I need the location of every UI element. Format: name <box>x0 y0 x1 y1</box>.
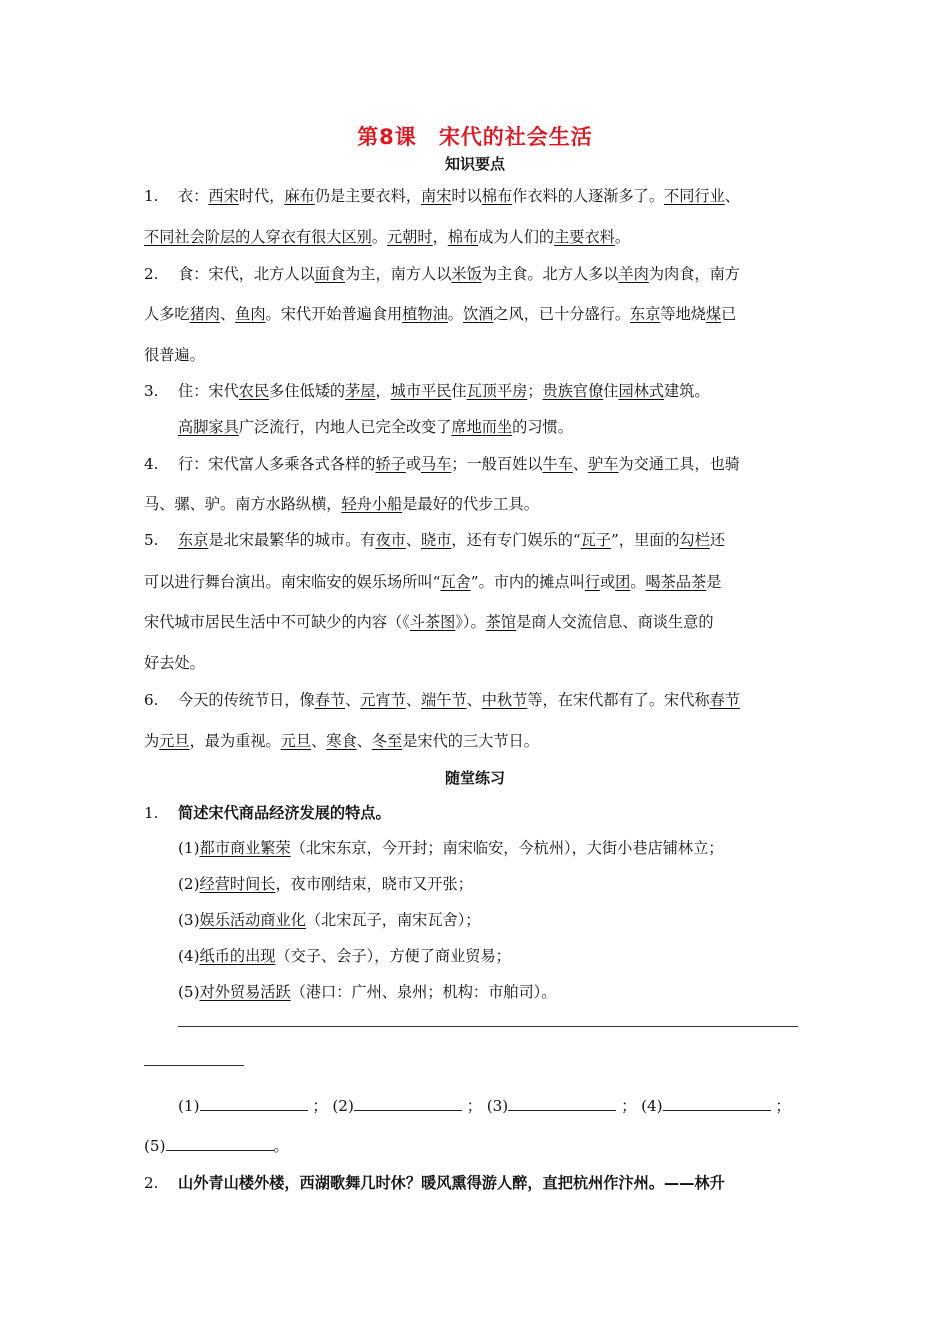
underlined-term: 春节 <box>314 691 346 709</box>
underlined-term: 驴车 <box>588 455 619 473</box>
underlined-term: 端午节 <box>421 691 467 709</box>
underlined-term: 瓦顶平房 <box>466 382 528 400</box>
underlined-term: 行 <box>584 573 600 591</box>
underlined-term: 团 <box>615 573 631 591</box>
text-segment: 、 <box>724 187 740 205</box>
underlined-term: 西宋 <box>208 187 239 205</box>
text-segment: ，最为重视。 <box>189 732 281 750</box>
text-segment: 今天的传统节日，像 <box>178 691 315 709</box>
underlined-term: 植物油 <box>402 305 448 323</box>
underlined-term: 贵族官僚 <box>542 382 604 400</box>
text-segment: ， <box>432 228 448 246</box>
text-segment: (3) <box>178 911 200 929</box>
text-segment: 作衣料的人逐渐多了。 <box>512 187 664 205</box>
text-segment: 、 <box>356 732 372 750</box>
text-segment: ”。市内的摊点叫 <box>470 573 585 591</box>
underlined-term: 煤 <box>705 305 722 323</box>
text-segment: 之风，已十分盛行。 <box>493 305 630 323</box>
text-segment: 的习惯。 <box>512 418 573 436</box>
text-segment: ”，里面的 <box>611 531 680 549</box>
text-segment: 多住低矮的 <box>269 382 346 400</box>
text-segment: 成为人们的 <box>478 228 555 246</box>
underlined-term: 元朝时 <box>387 228 433 246</box>
text-segment: 仍是主要衣料， <box>314 187 421 205</box>
underlined-term: 麻布 <box>284 187 315 205</box>
text-segment: 、 <box>572 455 589 473</box>
underlined-term: 春节 <box>709 691 740 709</box>
text-segment: 食：宋代，北方人以 <box>178 265 315 283</box>
underlined-term: 寒食 <box>326 732 357 750</box>
text-segment: 可以进行舞台演出。南宋临安的娱乐场所叫“ <box>144 573 441 591</box>
blank-1[interactable] <box>200 1096 308 1111</box>
underlined-term: 主要衣料 <box>554 228 615 246</box>
underlined-term: 夜市 <box>375 531 406 549</box>
underlined-term: 农民 <box>238 382 270 400</box>
text-segment: 是最好的代步工具。 <box>402 495 539 513</box>
text-segment: 住 <box>451 382 467 400</box>
underlined-term: 饮酒 <box>462 305 494 323</box>
text-segment: 还 <box>709 531 726 549</box>
section-heading-knowledge: 知识要点 <box>444 155 505 173</box>
underlined-term: 都市商业繁荣 <box>199 839 291 857</box>
underlined-term: 轻舟小船 <box>341 495 403 513</box>
text-segment: 时代， <box>238 187 285 205</box>
underlined-term: 元宵节 <box>360 691 406 709</box>
text-segment: （港口：广州、泉州；机构：市舶司）。 <box>290 983 557 1001</box>
underlined-term: 瓦子 <box>580 531 612 549</box>
text-segment: 等，在宋代都有了。宋代称 <box>527 691 710 709</box>
text-segment: 、 <box>466 691 482 709</box>
underlined-term: 纸币的出现 <box>199 947 276 965</box>
text-segment: （交子、会子），方便了商业贸易； <box>275 947 511 965</box>
text-segment: 住 <box>603 382 619 400</box>
section-heading-practice: 随堂练习 <box>444 769 505 787</box>
underlined-term: 对外贸易活跃 <box>199 983 291 1001</box>
text-segment: 、 <box>405 691 421 709</box>
underlined-term: 勾栏 <box>679 531 710 549</box>
underlined-term: 元旦 <box>159 732 190 750</box>
text-segment: 等地烧 <box>660 305 706 323</box>
blank-3[interactable] <box>508 1096 616 1111</box>
underlined-term: 棉布 <box>447 228 479 246</box>
underlined-term: 娱乐活动商业化 <box>199 911 306 929</box>
underlined-term: 棉布 <box>481 187 513 205</box>
divider-line-short <box>144 1065 244 1066</box>
underlined-term: 东京 <box>178 531 209 549</box>
text-segment: 广泛流行，内地人已完全改变了 <box>238 418 452 436</box>
underlined-term: 羊肉 <box>618 265 649 283</box>
underlined-term: 瓦舍 <box>440 573 471 591</box>
underlined-term: 晓市 <box>421 531 452 549</box>
text-segment: 、 <box>311 732 327 750</box>
text-segment: 为 <box>144 732 160 750</box>
text-segment: 为主食。北方人多以 <box>481 265 619 283</box>
text-segment: (1) <box>178 839 200 857</box>
text-segment: 宋代城市居民生活中不可缺少的内容（《 <box>144 613 410 631</box>
text-segment: 行：宋代富人多乘各式各样的 <box>178 455 376 473</box>
text-segment: 》）。 <box>455 613 486 631</box>
underlined-term: 米饭 <box>451 265 482 283</box>
text-segment: 为肉食，南方 <box>648 265 740 283</box>
text-segment: ，夜市刚结束，晓市又开张； <box>275 875 473 893</box>
text-segment: 衣： <box>178 187 209 205</box>
underlined-term: 元旦 <box>280 732 312 750</box>
text-segment: 。 <box>630 573 646 591</box>
underlined-term: 斗茶图 <box>409 613 456 631</box>
underlined-term: 茶馆 <box>485 613 517 631</box>
text-segment: ；一般百姓以 <box>451 455 543 473</box>
text-segment: 好去处。 <box>144 654 205 672</box>
underlined-term: 冬至 <box>371 732 403 750</box>
text-segment: 已 <box>721 305 737 323</box>
underlined-term: 园林式 <box>618 382 664 400</box>
underlined-term: 面食 <box>314 265 346 283</box>
blank-2[interactable] <box>354 1096 462 1111</box>
underlined-term: 轿子 <box>375 455 406 473</box>
underlined-term: 鱼肉 <box>235 305 266 323</box>
underlined-term: 席地而坐 <box>451 418 513 436</box>
underlined-term: 不同行业 <box>664 187 725 205</box>
underlined-term: 经营时间长 <box>199 875 276 893</box>
underlined-term: 马车 <box>421 455 452 473</box>
text-segment: 或 <box>599 573 616 591</box>
text-segment: ，还有专门娱乐的“ <box>451 531 581 549</box>
blank-5[interactable] <box>166 1136 274 1151</box>
underlined-term: 东京 <box>630 305 661 323</box>
text-segment: 。 <box>614 228 630 246</box>
text-segment: 马、骡、驴。南方水路纵横， <box>144 495 342 513</box>
underlined-term: 南宋 <box>421 187 452 205</box>
text-segment: 是商人交流信息、商谈生意的 <box>516 613 714 631</box>
underlined-term: 猪肉 <box>189 305 220 323</box>
text-segment: ， <box>375 382 391 400</box>
blank-4[interactable] <box>663 1096 771 1111</box>
text-segment: （北宋东京，今开封；南宋临安，今杭州），大街小巷店铺林立； <box>290 839 724 857</box>
text-segment: 。 <box>371 228 387 246</box>
underlined-term: 不同社会阶层的人穿衣有很大区别 <box>144 228 372 246</box>
text-segment: 、 <box>219 305 236 323</box>
text-segment: 、 <box>345 691 361 709</box>
text-segment: 是北宋最繁华的城市。有 <box>208 531 376 549</box>
text-segment: (4) <box>178 947 200 965</box>
underlined-term: 牛车 <box>542 455 573 473</box>
text-segment: (5) <box>178 983 200 1001</box>
text-segment: 是宋代的三大节日。 <box>402 732 539 750</box>
text-segment: 或 <box>405 455 421 473</box>
text-segment: 建筑。 <box>664 382 710 400</box>
underlined-term: 茅屋 <box>345 382 376 400</box>
text-segment: 。宋代开始普遍食用 <box>265 305 403 323</box>
text-segment: ； <box>527 382 543 400</box>
underlined-term: 城市平民 <box>390 382 452 400</box>
text-segment: 时以 <box>451 187 482 205</box>
text-segment: 、 <box>405 531 421 549</box>
text-segment: 是 <box>706 573 722 591</box>
page-title: 第8课 宋代的社会生活 <box>357 125 593 149</box>
text-segment: 。 <box>447 305 463 323</box>
divider-line <box>178 1026 798 1027</box>
text-segment: (2) <box>178 875 200 893</box>
underlined-term: 中秋节 <box>481 691 528 709</box>
text-segment: 很普遍。 <box>144 346 205 364</box>
text-segment: 人多吃 <box>144 305 190 323</box>
underlined-term: 喝茶品茶 <box>645 573 707 591</box>
text-segment: （北宋瓦子，南宋瓦舍）； <box>305 911 481 929</box>
text-segment: 为主，南方人以 <box>345 265 452 283</box>
text-segment: 住：宋代 <box>178 382 239 400</box>
text-segment: 为交通工具，也骑 <box>618 455 740 473</box>
underlined-term: 高脚家具 <box>178 418 239 436</box>
